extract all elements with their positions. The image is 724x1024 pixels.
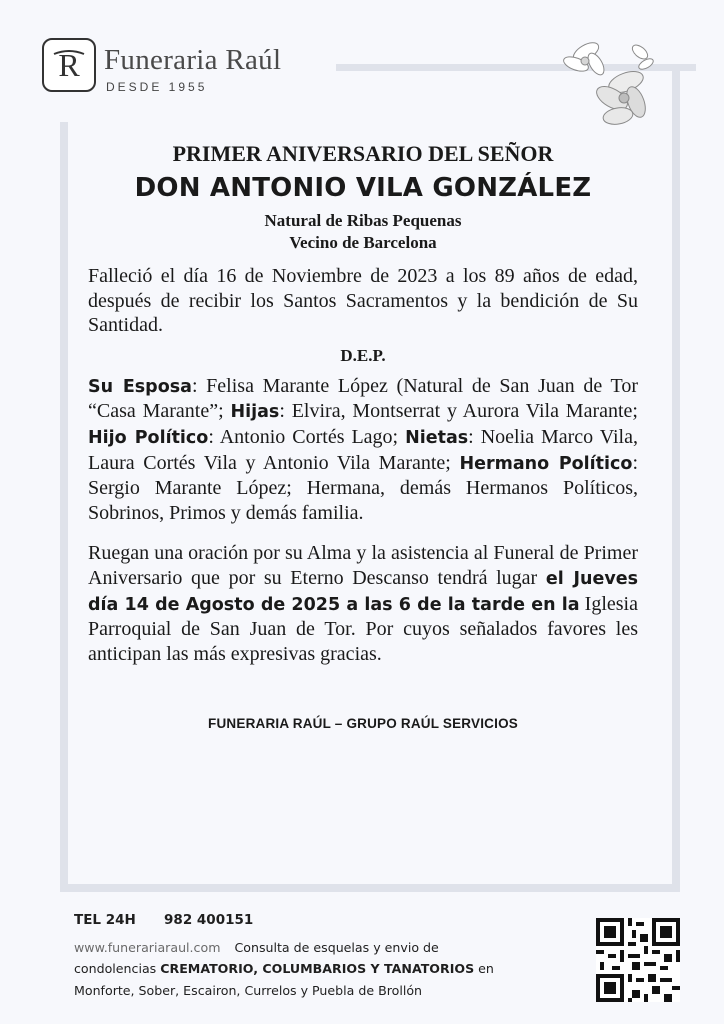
daughters-text: : Elvira, Montserrat y Aurora Vila Marante; [279,400,638,423]
brand-since: DESDE 1955 [106,80,208,94]
svg-text:R: R [58,47,80,83]
contact-text-a: Consulta de esquelas y envio de [234,940,439,955]
mass-text-b: Iglesia Parroquial de San Juan de Tor. Por cuyos señalados favores les anticipan las más expresivas gracias. [88,592,638,665]
frame-bottom [60,884,680,892]
website-link[interactable]: www.funerariaraul.com [74,940,221,955]
origin-line: Natural de Ribas Pequenas [264,211,462,230]
frame-left [60,122,68,892]
qr-code-icon[interactable] [596,918,680,1002]
phone-line [74,912,574,928]
family-paragraph [88,374,638,526]
notice-content [88,140,638,731]
brotherinlaw-text: : Sergio Marante López; Hermana, demás Hermanos Políticos, Sobrinos, Primos y demás familia. [88,451,639,524]
death-paragraph: Falleció el día 16 de Noviembre de 2023 a los 89 años de edad, después de recibir los Santos Sacramentos y la bendición de Su Santidad. [88,265,638,337]
wife-label: Su Esposa [88,376,192,397]
logo-r-icon [44,40,94,90]
deceased-name: DON ANTONIO VILA GONZÁLEZ [134,173,592,203]
grandchildren-label: Nietas [405,427,469,448]
brotherinlaw-label: Hermano Político [459,453,633,474]
brand-name: Funeraria Raúl [104,44,282,76]
contact-text-b: condolencias [74,961,161,976]
daughters-label: Hijas [230,402,280,423]
phone-label: TEL 24H [74,912,136,928]
logo-mark [42,38,96,92]
mass-date: el Jueves día 14 de Agosto de 2025 a las 6 de la tarde en la [88,568,639,615]
soninlaw-text: : Antonio Cortés Lago; [208,425,406,448]
contact-text-c: en [474,961,494,976]
dep-label: D.E.P. [340,345,386,365]
funeral-home-signature: FUNERARIA RAÚL – GRUPO RAÚL SERVICIOS [208,716,518,732]
phone-number[interactable]: 982 400151 [164,912,254,928]
services-bold: CREMATORIO, COLUMBARIOS Y TANATORIOS [160,961,475,976]
mass-paragraph [88,541,638,666]
soninlaw-label: Hijo Político [88,427,209,448]
locations-line: Monforte, Sober, Escairon, Currelos y Puebla de Brollón [74,983,423,998]
contact-block [74,912,574,1002]
wife-text: : Felisa Marante López (Natural de San Juan de Tor “Casa Marante”; [88,374,638,423]
mass-text-a: Ruegan una oración por su Alma y la asistencia al Funeral de Primer Aniversario que por su Eterno Descanso tendrá lugar [88,542,638,589]
notice-heading: PRIMER ANIVERSARIO DEL SEÑOR [172,141,554,166]
residence-line: Vecino de Barcelona [289,233,437,252]
frame-right [672,64,680,892]
services-line [74,958,574,980]
grandchildren-text: : Noelia Marco Vila, Laura Cortés Vila y Antonio Vila Marante; [88,425,638,474]
web-line [74,938,574,958]
flower-decoration-icon [548,24,658,134]
